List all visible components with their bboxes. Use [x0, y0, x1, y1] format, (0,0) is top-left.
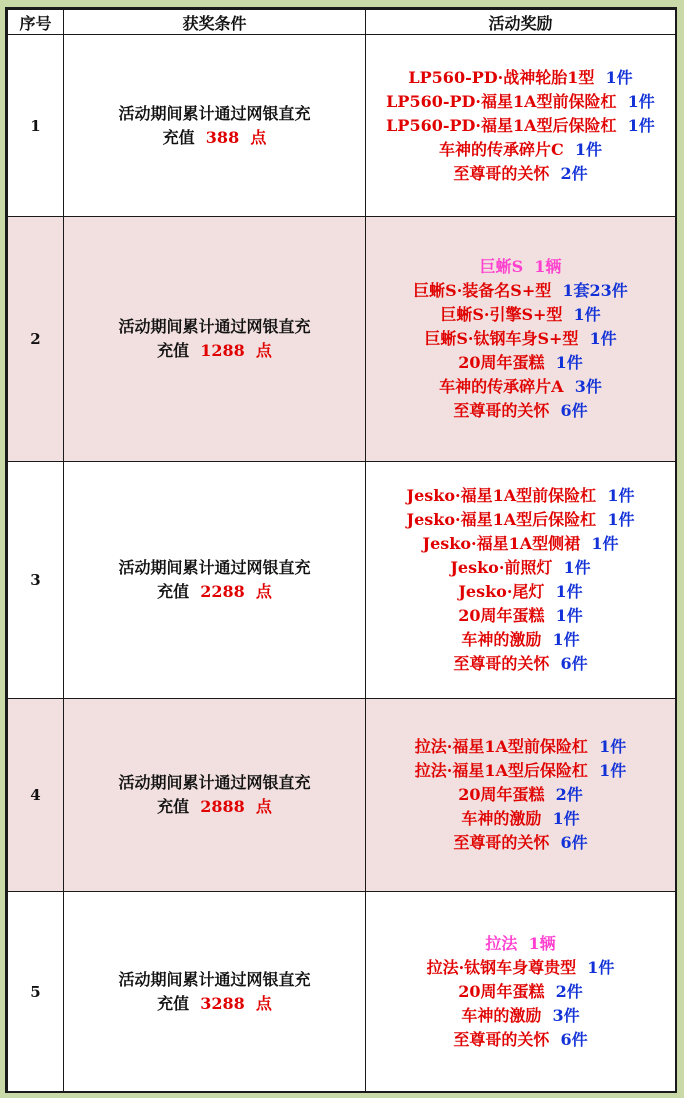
- reward-name: 车神的传承碎片A: [439, 377, 564, 396]
- reward-item: [366, 831, 675, 855]
- reward-name: 拉法·福星1A型后保险杠: [414, 761, 588, 780]
- reward-quantity: 1件: [607, 510, 635, 529]
- condition-text: 活动期间累计通过网银直充: [118, 103, 311, 123]
- reward-name: 拉法·钛钢车身尊贵型: [426, 957, 577, 977]
- points-value: 2288: [200, 582, 245, 601]
- reward-item: [366, 580, 675, 604]
- reward-name: 至尊哥的关怀: [453, 163, 550, 183]
- condition-label: 充值: [162, 127, 195, 147]
- reward-item: [366, 375, 675, 399]
- reward-name: 20周年蛋糕: [458, 606, 545, 625]
- reward-name: 20周年蛋糕: [458, 785, 545, 804]
- row-index: 3: [8, 462, 64, 699]
- award-condition: [64, 217, 366, 462]
- reward-quantity: 1件: [627, 91, 655, 111]
- reward-name: 巨蜥S·钛钢车身S+型: [424, 329, 579, 348]
- reward-quantity: 1件: [587, 957, 615, 977]
- reward-name: 拉法: [485, 933, 518, 953]
- reward-name: 至尊哥的关怀: [453, 1029, 550, 1049]
- reward-name: LP560-PD·福星1A型前保险杠: [386, 91, 617, 111]
- table-row: [8, 217, 676, 462]
- reward-item: [366, 162, 675, 186]
- award-condition: [64, 699, 366, 892]
- reward-item: [366, 1028, 675, 1052]
- reward-quantity: 1件: [555, 606, 583, 625]
- reward-quantity: 1件: [589, 329, 617, 348]
- reward-name: 巨蜥S·引擎S+型: [440, 305, 563, 324]
- condition-label: 充值: [157, 797, 190, 816]
- row-index: 5: [8, 892, 64, 1092]
- reward-name: 车神的激励: [461, 809, 542, 828]
- reward-item: [366, 255, 675, 279]
- reward-list: [366, 462, 676, 699]
- award-condition: [64, 892, 366, 1092]
- reward-item: [366, 783, 675, 807]
- table-row: [8, 699, 676, 892]
- points-value: 1288: [200, 341, 245, 360]
- reward-list: [366, 217, 676, 462]
- reward-quantity: 1件: [573, 305, 601, 324]
- reward-quantity: 1件: [552, 809, 580, 828]
- reward-item: [366, 604, 675, 628]
- award-condition: [64, 462, 366, 699]
- condition-text: 活动期间累计通过网银直充: [118, 969, 311, 989]
- reward-item: [366, 1004, 675, 1028]
- condition-amount-line: [64, 580, 365, 604]
- header-index: 序号: [8, 10, 64, 35]
- reward-name: 车神的激励: [461, 630, 542, 649]
- reward-item: [366, 980, 675, 1004]
- condition-label: 充值: [157, 582, 190, 601]
- reward-quantity: 6件: [560, 1029, 588, 1049]
- points-unit: 点: [255, 993, 272, 1013]
- reward-quantity: 1件: [591, 534, 619, 553]
- reward-list: [366, 892, 676, 1092]
- reward-item: [366, 652, 675, 676]
- reward-name: Jesko·福星1A型前保险杠: [406, 486, 597, 505]
- reward-name: LP560-PD·福星1A型后保险杠: [386, 115, 617, 135]
- reward-name: 车神的激励: [461, 1005, 542, 1025]
- reward-quantity: 1辆: [528, 933, 556, 953]
- reward-item: [366, 351, 675, 375]
- reward-list: [366, 35, 676, 217]
- reward-quantity: 3件: [552, 1005, 580, 1025]
- condition-label: 充值: [157, 993, 190, 1013]
- reward-name: 车神的传承碎片C: [438, 139, 564, 159]
- condition-amount-line: [64, 126, 365, 150]
- reward-quantity: 2件: [555, 785, 583, 804]
- condition-amount-line: [64, 339, 365, 363]
- reward-name: Jesko·福星1A型侧裙: [422, 534, 581, 553]
- award-condition: [64, 35, 366, 217]
- reward-quantity: 1件: [599, 761, 627, 780]
- header-condition: 获奖条件: [64, 10, 366, 35]
- reward-item: [366, 532, 675, 556]
- reward-item: [366, 628, 675, 652]
- condition-text: 活动期间累计通过网银直充: [118, 317, 311, 336]
- table-row: [8, 892, 676, 1092]
- reward-item: [366, 399, 675, 423]
- reward-name: 20周年蛋糕: [458, 981, 545, 1001]
- points-value: 388: [205, 127, 240, 147]
- reward-name: 至尊哥的关怀: [453, 833, 550, 852]
- reward-item: [366, 956, 675, 980]
- header-reward: 活动奖励: [366, 10, 676, 35]
- reward-table: [7, 9, 676, 1092]
- reward-quantity: 6件: [560, 654, 588, 673]
- reward-item: [366, 932, 675, 956]
- condition-amount-line: [64, 795, 365, 819]
- reward-quantity: 1件: [555, 582, 583, 601]
- reward-quantity: 1件: [627, 115, 655, 135]
- reward-quantity: 2件: [555, 981, 583, 1001]
- row-index: 1: [8, 35, 64, 217]
- reward-item: [366, 807, 675, 831]
- reward-item: [366, 508, 675, 532]
- reward-item: [366, 484, 675, 508]
- reward-item: [366, 138, 675, 162]
- reward-quantity: 1辆: [534, 257, 562, 276]
- reward-quantity: 1件: [574, 139, 603, 159]
- reward-quantity: 6件: [560, 833, 588, 852]
- reward-name: Jesko·福星1A型后保险杠: [406, 510, 597, 529]
- points-unit: 点: [250, 127, 267, 147]
- reward-quantity: 2件: [560, 163, 588, 183]
- reward-name: 巨蜥S·装备名S+型: [413, 281, 552, 300]
- reward-list: [366, 699, 676, 892]
- reward-name: 拉法·福星1A型前保险杠: [414, 737, 588, 756]
- reward-name: 20周年蛋糕: [458, 353, 545, 372]
- reward-item: [366, 114, 675, 138]
- reward-table-frame: [5, 7, 677, 1093]
- points-value: 2888: [200, 797, 245, 816]
- table-header-row: [8, 10, 676, 35]
- points-unit: 点: [255, 797, 272, 816]
- condition-text: 活动期间累计通过网银直充: [118, 773, 311, 792]
- points-unit: 点: [255, 582, 272, 601]
- reward-name: 至尊哥的关怀: [453, 401, 550, 420]
- reward-item: [366, 303, 675, 327]
- reward-quantity: 1套23件: [562, 281, 628, 300]
- table-row: [8, 35, 676, 217]
- reward-item: [366, 327, 675, 351]
- reward-quantity: 1件: [605, 67, 633, 87]
- reward-item: [366, 279, 675, 303]
- reward-item: [366, 556, 675, 580]
- reward-quantity: 1件: [607, 486, 635, 505]
- table-row: [8, 462, 676, 699]
- reward-quantity: 1件: [563, 558, 591, 577]
- reward-quantity: 6件: [560, 401, 588, 420]
- reward-name: Jesko·前照灯: [450, 558, 553, 577]
- reward-name: 至尊哥的关怀: [453, 654, 550, 673]
- condition-label: 充值: [157, 341, 190, 360]
- reward-quantity: 3件: [574, 377, 602, 396]
- points-unit: 点: [255, 341, 272, 360]
- condition-amount-line: [64, 992, 365, 1016]
- condition-text: 活动期间累计通过网银直充: [118, 558, 311, 577]
- reward-item: [366, 90, 675, 114]
- reward-quantity: 1件: [552, 630, 580, 649]
- row-index: 4: [8, 699, 64, 892]
- points-value: 3288: [200, 993, 245, 1013]
- reward-item: [366, 735, 675, 759]
- row-index: 2: [8, 217, 64, 462]
- reward-name: LP560-PD·战神轮胎1型: [408, 67, 595, 87]
- reward-name: 巨蜥S: [479, 257, 524, 276]
- reward-item: [366, 66, 675, 90]
- reward-name: Jesko·尾灯: [458, 582, 545, 601]
- reward-quantity: 1件: [599, 737, 627, 756]
- reward-item: [366, 759, 675, 783]
- reward-quantity: 1件: [555, 353, 583, 372]
